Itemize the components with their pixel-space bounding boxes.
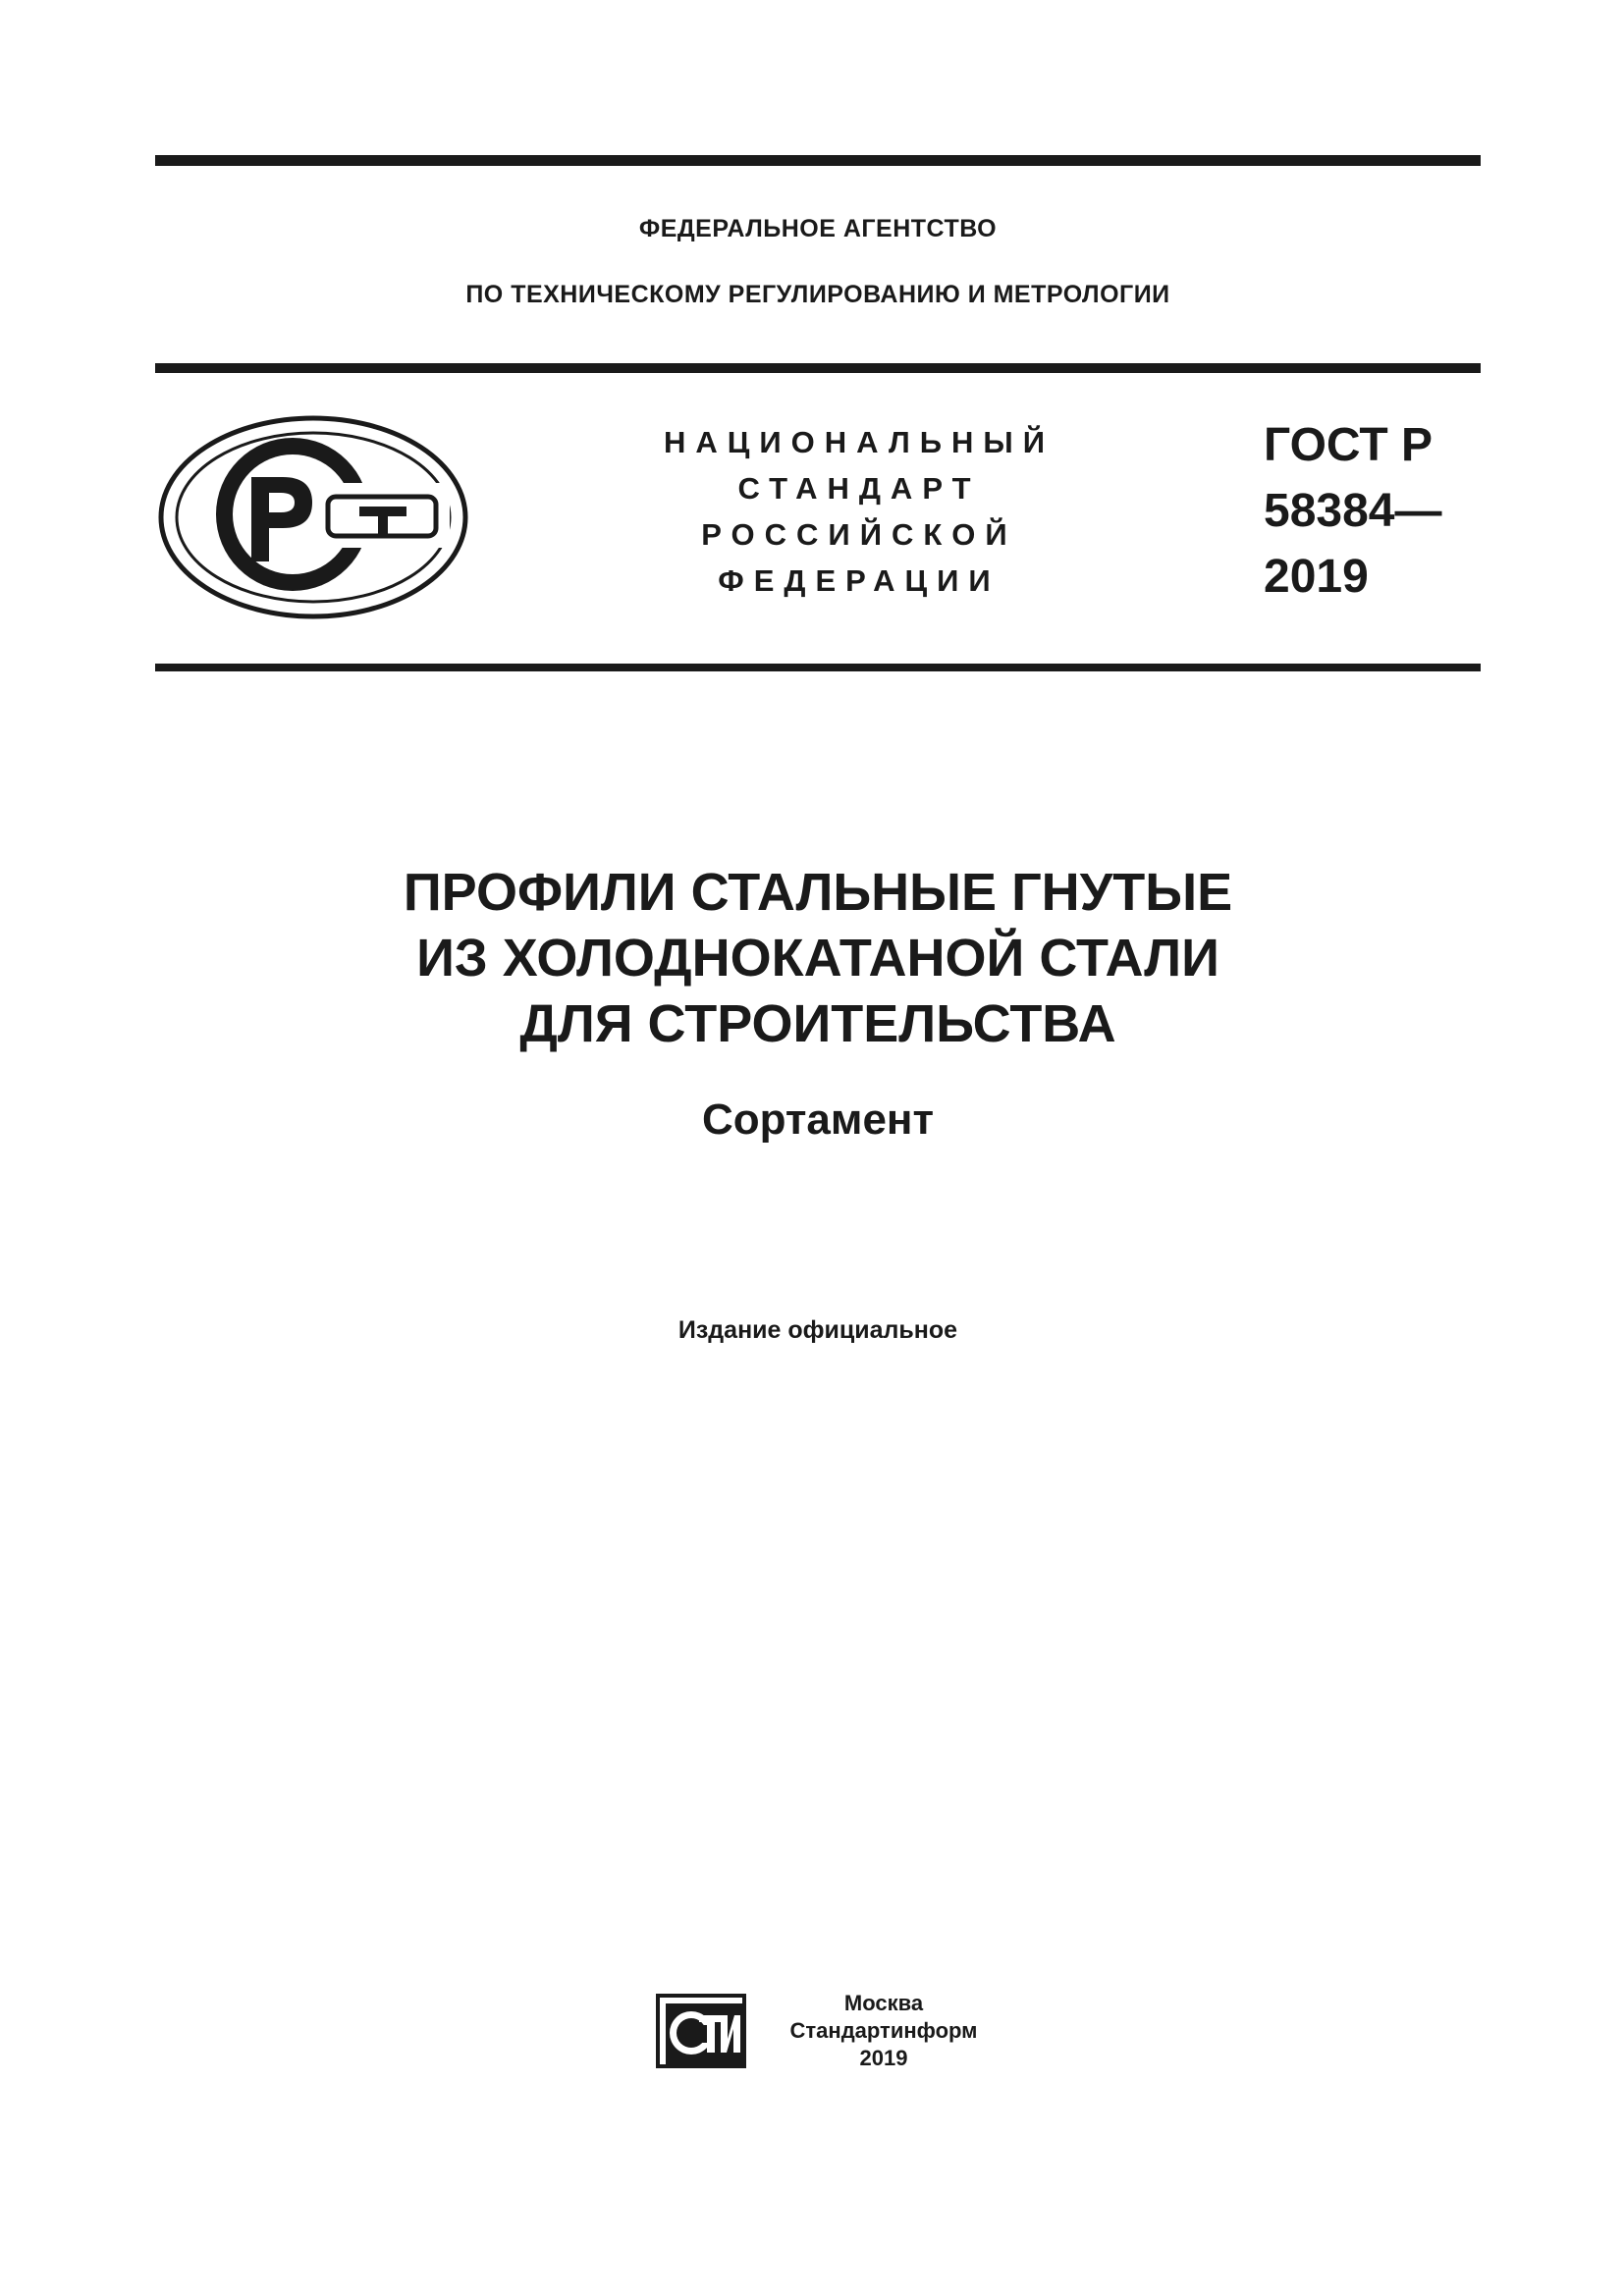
standartinform-logo-icon — [656, 1994, 748, 2070]
standard-type-line: НАЦИОНАЛЬНЫЙ — [663, 425, 1056, 459]
standard-type-line: РОССИЙСКОЙ — [701, 517, 1017, 552]
agency-line-2: ПО ТЕХНИЧЕСКОМУ РЕГУЛИРОВАНИЮ И МЕТРОЛОГИИ — [465, 281, 1170, 308]
top-rule — [155, 155, 1481, 166]
standard-designation — [1264, 412, 1441, 610]
title-line: ПРОФИЛИ СТАЛЬНЫЕ ГНУТЫЕ — [403, 863, 1233, 922]
publisher-city: Москва — [843, 1991, 924, 2015]
header-bottom-rule — [155, 664, 1481, 671]
publisher-year: 2019 — [859, 2046, 908, 2070]
standard-type-line: ФЕДЕРАЦИИ — [718, 563, 1001, 598]
document-title — [155, 860, 1481, 1057]
header-rule — [155, 363, 1481, 373]
publisher-name: Стандартинформ — [789, 2018, 978, 2043]
document-subtitle: Сортамент — [701, 1095, 935, 1144]
title-line: ИЗ ХОЛОДНОКАТАНОЙ СТАЛИ — [416, 929, 1219, 988]
standard-type — [628, 419, 1090, 604]
publisher-imprint — [766, 1990, 1001, 2072]
designation-line-3: 2019 — [1264, 551, 1369, 603]
agency-line-1: ФЕДЕРАЛЬНОЕ АГЕНТСТВО — [638, 215, 998, 242]
designation-line-1: ГОСТ Р — [1264, 419, 1434, 471]
rst-emblem-icon — [155, 412, 471, 623]
designation-line-2: 58384— — [1264, 485, 1442, 537]
edition-note: Издание официальное — [677, 1316, 958, 1344]
standard-type-line: СТАНДАРТ — [737, 471, 981, 506]
title-line: ДЛЯ СТРОИТЕЛЬСТВА — [519, 994, 1116, 1053]
